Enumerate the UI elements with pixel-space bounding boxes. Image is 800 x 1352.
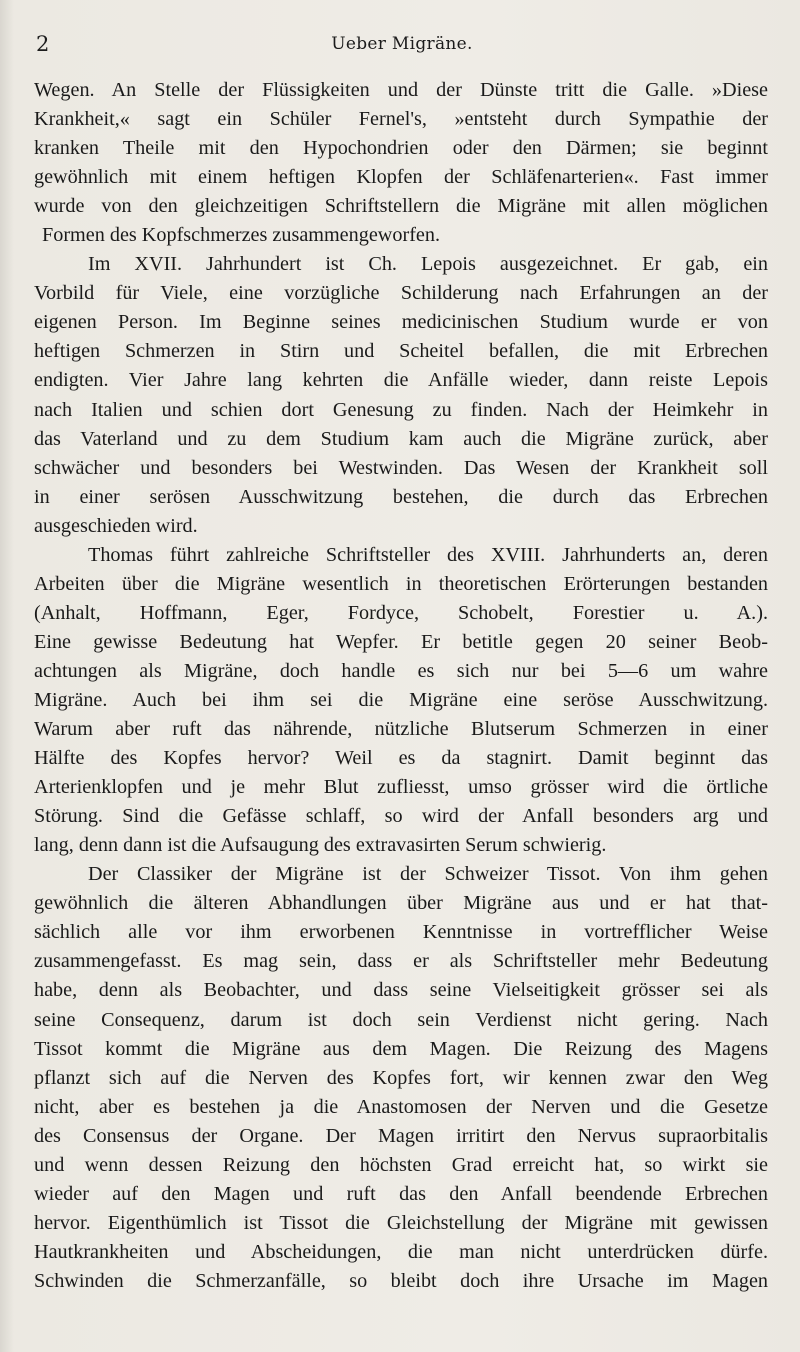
text-line: Wegen. An Stelle der Flüssigkeiten und der Dünste tritt die Galle. »Diese	[34, 79, 768, 101]
text-line: Warum aber ruft das nährende, nützliche Blutserum Schmerzen in einer	[34, 718, 768, 741]
page-number: 2	[36, 32, 50, 56]
text-line: in einer serösen Ausschwitzung bestehen, die durch das Erbrechen	[34, 485, 768, 508]
text-line: habe, denn als Beobachter, und dass seine Vielseitigkeit grösser sei als	[34, 979, 768, 1002]
text-line: zusammengefasst. Es mag sein, dass er als Schriftsteller mehr Bedeutung	[34, 950, 768, 973]
paragraph	[34, 76, 768, 250]
text-line: gewöhnlich mit einem heftigen Klopfen der Schläfenarterien«. Fast immer	[34, 166, 768, 189]
text-line: lang, denn dann ist die Aufsaugung des extravasirten Serum schwierig.	[34, 834, 607, 857]
text-line: Vorbild für Viele, eine vorzügliche Schilderung nach Erfahrungen an der	[34, 282, 768, 305]
text-line: Schwinden die Schmerzanfälle, so bleibt doch ihre Ursache im Magen	[34, 1269, 768, 1292]
paragraph	[34, 860, 768, 1296]
text-line: nach Italien und schien dort Genesung zu finden. Nach der Heimkehr in	[34, 398, 768, 421]
page-header	[36, 30, 768, 60]
text-line: Migräne. Auch bei ihm sei die Migräne eine seröse Ausschwitzung.	[34, 688, 768, 711]
text-line: pflanzt sich auf die Nerven des Kopfes fort, wir kennen zwar den Weg	[34, 1066, 768, 1089]
text-line: Arbeiten über die Migräne wesentlich in theoretischen Erörterungen bestanden	[34, 572, 768, 595]
text-line: Tissot kommt die Migräne aus dem Magen. Die Reizung des Magens	[34, 1037, 768, 1060]
text-line: Hautkrankheiten und Abscheidungen, die man nicht unterdrücken dürfe.	[34, 1240, 768, 1263]
text-line: schwächer und besonders bei Westwinden. Das Wesen der Krankheit soll	[34, 456, 768, 479]
text-line: das Vaterland und zu dem Studium kam auch die Migräne zurück, aber	[34, 427, 768, 450]
body-text	[34, 76, 768, 1296]
text-line: Störung. Sind die Gefässe schlaff, so wird der Anfall besonders arg und	[34, 805, 768, 828]
text-line: achtungen als Migräne, doch handle es sich nur bei 5—6 um wahre	[34, 659, 768, 682]
text-line: Im XVII. Jahrhundert ist Ch. Lepois ausgezeichnet. Er gab, ein	[88, 253, 768, 276]
text-line: des Consensus der Organe. Der Magen irritirt den Nervus supraorbitalis	[34, 1124, 768, 1147]
text-line: Eine gewisse Bedeutung hat Wepfer. Er betitle gegen 20 seiner Beob-	[34, 630, 768, 653]
text-line: sächlich alle vor ihm erworbenen Kenntnisse in vortrefflicher Weise	[34, 921, 768, 944]
running-head: Ueber Migräne.	[331, 34, 473, 54]
paragraph	[34, 250, 768, 540]
text-line: nicht, aber es bestehen ja die Anastomosen der Nerven und die Gesetze	[34, 1095, 768, 1118]
text-line: heftigen Schmerzen in Stirn und Scheitel befallen, die mit Erbrechen	[34, 340, 768, 363]
text-line: Arterienklopfen und je mehr Blut zufliesst, umso grösser wird die örtliche	[34, 776, 768, 799]
text-line: Hälfte des Kopfes hervor? Weil es da stagnirt. Damit beginnt das	[34, 747, 768, 770]
text-line: und wenn dessen Reizung den höchsten Grad erreicht hat, so wirkt sie	[34, 1153, 768, 1176]
text-line: kranken Theile mit den Hypochondrien oder den Därmen; sie beginnt	[34, 137, 768, 160]
text-line: gewöhnlich die älteren Abhandlungen über Migräne aus und er hat that-	[34, 892, 768, 915]
text-line: Formen des Kopfschmerzes zusammengeworfen.	[42, 224, 441, 247]
text-line: Der Classiker der Migräne ist der Schweizer Tissot. Von ihm gehen	[88, 863, 768, 886]
text-line: wurde von den gleichzeitigen Schriftstellern die Migräne mit allen möglichen	[34, 195, 768, 218]
text-line: endigten. Vier Jahre lang kehrten die Anfälle wieder, dann reiste Lepois	[34, 369, 768, 392]
text-line: Thomas führt zahlreiche Schriftsteller des XVIII. Jahrhunderts an, deren	[88, 543, 768, 566]
text-line: wieder auf den Magen und ruft das den Anfall beendende Erbrechen	[34, 1182, 768, 1205]
text-line: Krankheit,« sagt ein Schüler Fernel's, »entsteht durch Sympathie der	[34, 108, 768, 131]
text-line: (Anhalt, Hoffmann, Eger, Fordyce, Schobelt, Forestier u. A.).	[34, 601, 768, 624]
paragraph	[34, 541, 768, 861]
text-line: eigenen Person. Im Beginne seines medicinischen Studium wurde er von	[34, 311, 768, 334]
text-line: ausgeschieden wird.	[34, 514, 198, 537]
text-line: hervor. Eigenthümlich ist Tissot die Gleichstellung der Migräne mit gewissen	[34, 1211, 768, 1234]
text-line: seine Consequenz, darum ist doch sein Verdienst nicht gering. Nach	[34, 1008, 768, 1031]
